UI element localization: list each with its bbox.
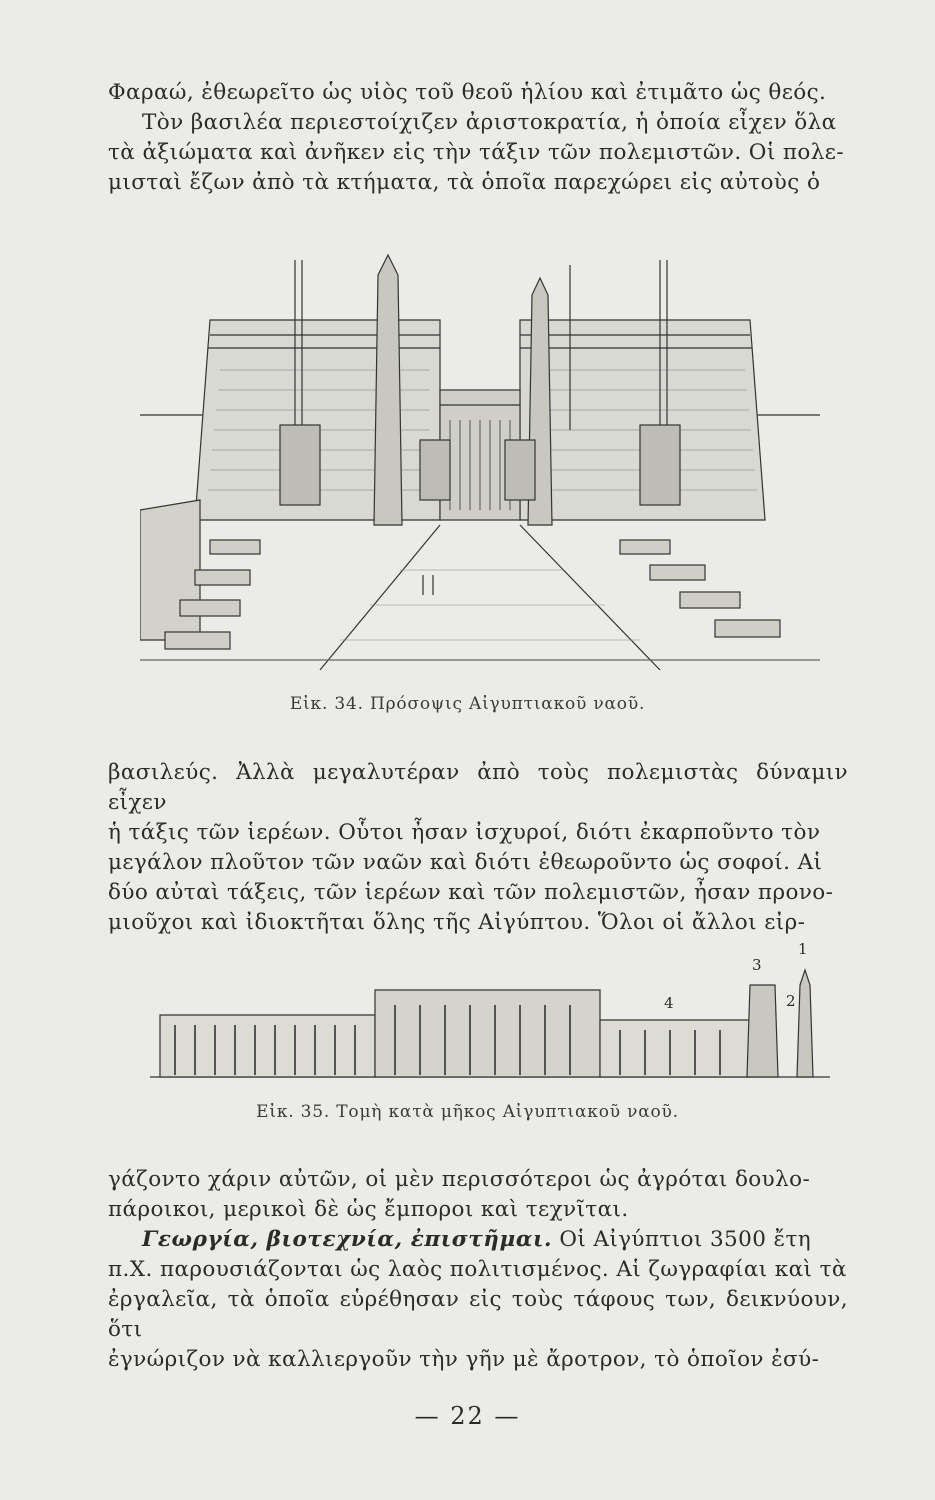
figure-label-4: 4	[664, 994, 674, 1012]
temple-section-illustration	[150, 945, 840, 1085]
text-line: Φαραώ, ἐθεωρεῖτο ὡς υἱὸς τοῦ θεοῦ ἡλίου καὶ ἐτιμᾶτο ὡς θεός.	[108, 80, 827, 105]
figure-34-caption: Εἰκ. 34. Πρόσοψις Αἰγυπτιακοῦ ναοῦ.	[289, 694, 646, 714]
figure-label-2: 2	[786, 992, 796, 1010]
section-line	[108, 1225, 848, 1255]
text-line: ἐργαλεῖα, τὰ ὁποῖα εὑρέθησαν εἰς τοὺς τάφους των, δεικνύουν, ὅτι	[108, 1287, 848, 1342]
text-line: μεγάλον πλοῦτον τῶν ναῶν καὶ διότι ἐθεωροῦντο ὡς σοφοί. Αἱ	[108, 850, 823, 875]
top-paragraph	[108, 78, 848, 198]
figure-35-caption: Εἰκ. 35. Τομὴ κατὰ μῆκος Αἰγυπτιακοῦ ναοῦ.	[256, 1102, 679, 1122]
text-line: Οἱ Αἰγύπτιοι 3500 ἔτη	[552, 1227, 812, 1252]
temple-facade-illustration	[140, 240, 820, 680]
text-line: δύο αὐταὶ τάξεις, τῶν ἱερέων καὶ τῶν πολεμιστῶν, ἦσαν προνο-	[108, 880, 834, 905]
text-line: βασιλεύς. Ἀλλὰ μεγαλυτέραν ἀπὸ τοὺς πολεμιστὰς δύναμιν εἶχεν	[108, 760, 848, 815]
figure-label-1: 1	[798, 940, 808, 958]
text-line: τὰ ἀξιώματα καὶ ἀνῆκεν εἰς τὴν τάξιν τῶν πολεμιστῶν. Οἱ πολε-	[108, 140, 844, 165]
text-line: γάζοντο χάριν αὐτῶν, οἱ μὲν περισσότεροι ὡς ἀγρόται δουλο-	[108, 1167, 811, 1192]
section-heading: Γεωργία, βιοτεχνία, ἐπιστῆμαι.	[142, 1227, 553, 1252]
text-line: ἡ τάξις τῶν ἱερέων. Οὗτοι ἦσαν ἰσχυροί, διότι ἐκαρποῦντο τὸν	[108, 820, 821, 845]
text-line: Τὸν βασιλέα περιεστοίχιζεν ἀριστοκρατία, ἡ ὁποία εἶχεν ὅλα	[142, 110, 837, 135]
middle-paragraph	[108, 758, 848, 938]
text-line: π.Χ. παρουσιάζονται ὡς λαὸς πολιτισμένος. Αἱ ζωγραφίαι καὶ τὰ	[108, 1257, 847, 1282]
text-line: μιοῦχοι καὶ ἰδιοκτῆται ὅλης τῆς Αἰγύπτου. Ὅλοι οἱ ἄλλοι εἰρ-	[108, 910, 806, 935]
text-line: ἐγνώριζον νὰ καλλιεργοῦν τὴν γῆν μὲ ἄροτρον, τὸ ὁποῖον ἐσύ-	[108, 1347, 820, 1372]
bottom-paragraph	[108, 1165, 848, 1375]
page-number: — 22 —	[414, 1402, 521, 1430]
text-line: μισταὶ ἔζων ἀπὸ τὰ κτήματα, τὰ ὁποῖα παρεχώρει εἰς αὐτοὺς ὁ	[108, 170, 821, 195]
figure-label-3: 3	[752, 956, 762, 974]
text-line: πάροικοι, μερικοὶ δὲ ὡς ἔμποροι καὶ τεχνῖται.	[108, 1197, 629, 1222]
